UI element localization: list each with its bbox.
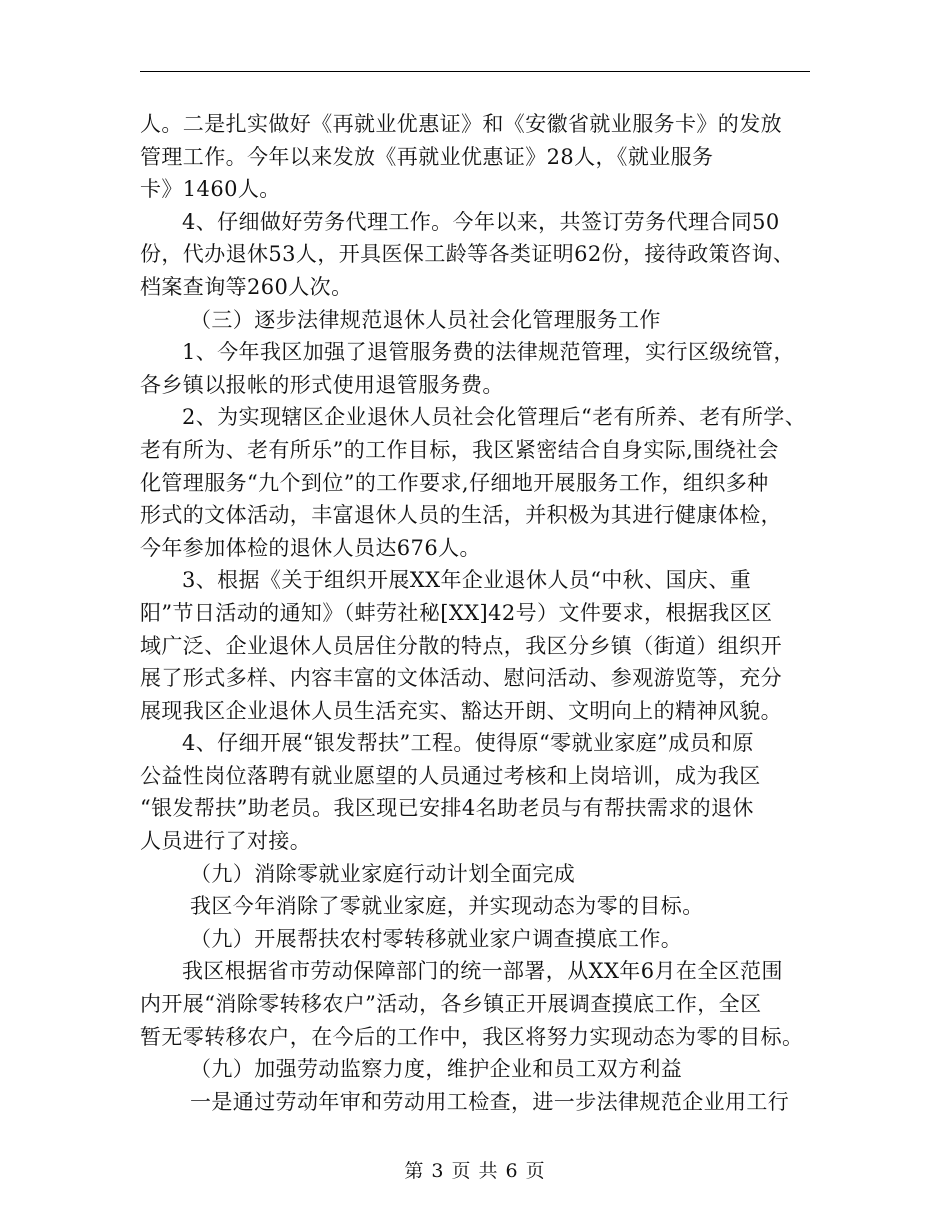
paragraph-line: 各乡镇以报帐的形式使用退管服务费。 xyxy=(140,372,504,397)
paragraph-line: 档案查询等260人次。 xyxy=(140,274,353,299)
paragraph-line: 阳”节日活动的通知》（蚌劳社秘[XX]42号）文件要求，根据我区区 xyxy=(140,600,773,625)
section-heading: （九）加强劳动监察力度，维护企业和员工双方利益 xyxy=(190,1057,683,1082)
paragraph-line: 化管理服务“九个到位”的工作要求,仔细地开展服务工作，组织多种 xyxy=(140,470,769,495)
paragraph-line: 今年参加体检的退休人员达676人。 xyxy=(140,535,481,560)
paragraph-line: 形式的文体活动，丰富退休人员的生活，并积极为其进行健康体检， xyxy=(140,503,782,528)
section-heading: （九）消除零就业家庭行动计划全面完成 xyxy=(190,861,576,886)
document-body xyxy=(140,108,820,1118)
paragraph-line: 卡》1460人。 xyxy=(140,177,281,202)
paragraph-line: 我区根据省市劳动保障部门的统一部署，从XX年6月在全区范围 xyxy=(182,959,783,984)
paragraph-line: 展现我区企业退休人员生活充实、豁达开朗、文明向上的精神风貌。 xyxy=(140,698,782,723)
paragraph-line: 暂无零转移农户，在今后的工作中，我区将努力实现动态为零的目标。 xyxy=(140,1024,804,1049)
paragraph-line: 份，代办退休53人，开具医保工龄等各类证明62份，接待政策咨询、 xyxy=(140,242,795,267)
section-heading: （九）开展帮扶农村零转移就业家户调查摸底工作。 xyxy=(190,926,683,951)
paragraph-line: 人员进行了对接。 xyxy=(140,829,312,854)
header-rule xyxy=(140,71,810,72)
paragraph-line: 公益性岗位落聘有就业愿望的人员通过考核和上岗培训，成为我区 xyxy=(140,763,761,788)
paragraph-line: 人。二是扎实做好《再就业优惠证》和《安徽省就业服务卡》的发放 xyxy=(140,112,782,136)
paragraph-line: 1、今年我区加强了退管服务费的法律规范管理，实行区级统管， xyxy=(182,340,795,365)
paragraph-line: 管理工作。今年以来发放《再就业优惠证》28人，《就业服务 xyxy=(140,144,714,169)
paragraph-line: 2、为实现辖区企业退休人员社会化管理后“老有所养、老有所学、 xyxy=(182,405,807,430)
paragraph-line: 展了形式多样、内容丰富的文体活动、慰问活动、参观游览等，充分 xyxy=(140,666,782,691)
paragraph-line: 我区今年消除了零就业家庭，并实现动态为零的目标。 xyxy=(190,894,704,919)
section-heading: （三）逐步法律规范退休人员社会化管理服务工作 xyxy=(190,307,661,332)
paragraph-line: 3、根据《关于组织开展XX年企业退休人员“中秋、国庆、重 xyxy=(182,568,752,593)
paragraph-line: “银发帮扶”助老员。我区现已安排4名助老员与有帮扶需求的退休 xyxy=(140,796,754,821)
paragraph-line: 内开展“消除零转移农户”活动，各乡镇正开展调查摸底工作，全区 xyxy=(140,992,762,1017)
paragraph-line: 域广泛、企业退休人员居住分散的特点，我区分乡镇（街道）组织开 xyxy=(140,633,782,658)
paragraph-line: 4、仔细开展“银发帮扶”工程。使得原“零就业家庭”成员和原 xyxy=(182,731,754,756)
paragraph-line: 老有所为、老有所乐”的工作目标，我区紧密结合自身实际,围绕社会 xyxy=(140,437,779,462)
paragraph-line: 一是通过劳动年审和劳动用工检查，进一步法律规范企业用工行 xyxy=(190,1089,790,1114)
page-number-footer: 第 3 页 共 6 页 xyxy=(404,1160,546,1182)
paragraph-line: 4、仔细做好劳务代理工作。今年以来，共签订劳务代理合同50 xyxy=(182,209,780,234)
